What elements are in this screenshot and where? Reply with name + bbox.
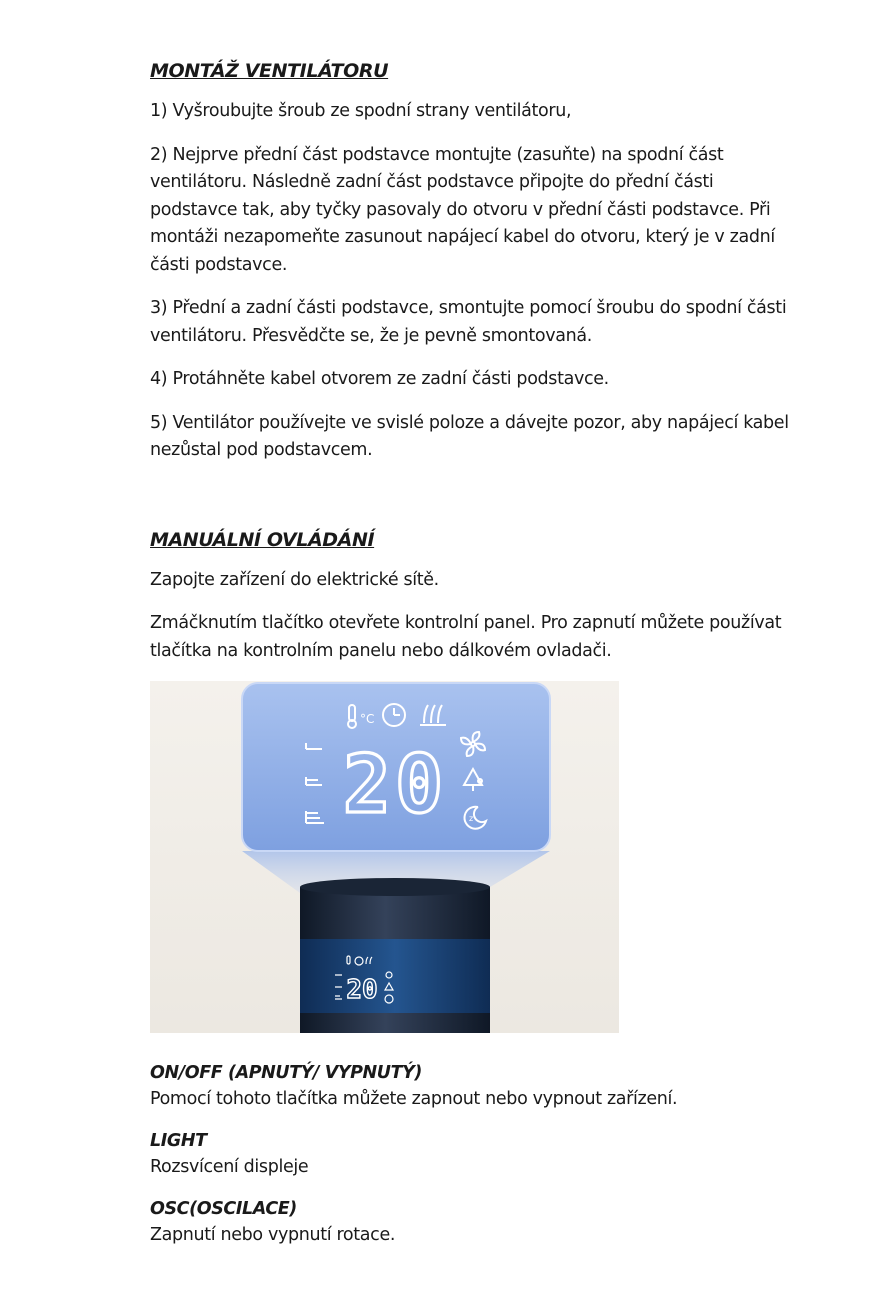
function-title-osc: OSC(OSCILACE) xyxy=(150,1199,297,1219)
assembly-step-5: 5) Ventilátor používejte ve svislé poloze a dávejte pozor, aby napájecí kabel nezůstal pod podstavcem. xyxy=(150,412,789,460)
function-title-light: LIGHT xyxy=(150,1131,207,1151)
display-small-number: 20 xyxy=(346,975,378,1005)
device-body xyxy=(300,878,490,1033)
function-desc-osc: Zapnutí nebo vypnutí rotace. xyxy=(150,1225,396,1245)
section-gap xyxy=(150,481,790,527)
assembly-step-4: 4) Protáhněte kabel otvorem ze zadní části podstavce. xyxy=(150,369,609,389)
section-title-assembly: MONTÁŽ VENTILÁTORU xyxy=(150,60,389,82)
document-page xyxy=(150,58,790,1265)
control-panel-illustration xyxy=(150,681,619,1033)
assembly-step-3: 3) Přední a zadní části podstavce, smontujte pomocí šroubu do spodní části ventilátoru. Přesvědčte se, že je pevně smontovaná. xyxy=(150,298,787,346)
display-big-number: 20 xyxy=(342,738,448,831)
function-title-onoff: ON/OFF (APNUTÝ/ VYPNUTÝ) xyxy=(150,1063,423,1083)
section-title-manual-control: MANUÁLNÍ OVLÁDÁNÍ xyxy=(150,528,375,551)
control-panel-photo xyxy=(150,681,619,1033)
function-desc-onoff: Pomocí tohoto tlačítka můžete zapnout nebo vypnout zařízení. xyxy=(150,1089,678,1109)
assembly-step-1: 1) Vyšroubujte šroub ze spodní strany ventilátoru, xyxy=(150,101,572,121)
function-desc-light: Rozsvícení displeje xyxy=(150,1157,309,1177)
svg-text:z: z xyxy=(469,814,474,823)
assembly-step-2: 2) Nejprve přední část podstavce montujte (zasuňte) na spodní část ventilátoru. Následně zadní část podstavce připojte do přední části podstavce tak, aby tyčky pasovaly do otvoru v přední části podstavce. Při montáži nezapomeňte zasunout napájecí kabel do otvoru, který je v zadní části podstavce. xyxy=(150,144,775,275)
svg-text:°C: °C xyxy=(360,712,375,726)
manual-intro-2: Zmáčknutím tlačítko otevřete kontrolní panel. Pro zapnutí můžete používat tlačítka na kontrolním panelu nebo dálkovém ovladači. xyxy=(150,613,782,661)
manual-intro-1: Zapojte zařízení do elektrické sítě. xyxy=(150,569,439,590)
display-band xyxy=(300,939,490,1013)
